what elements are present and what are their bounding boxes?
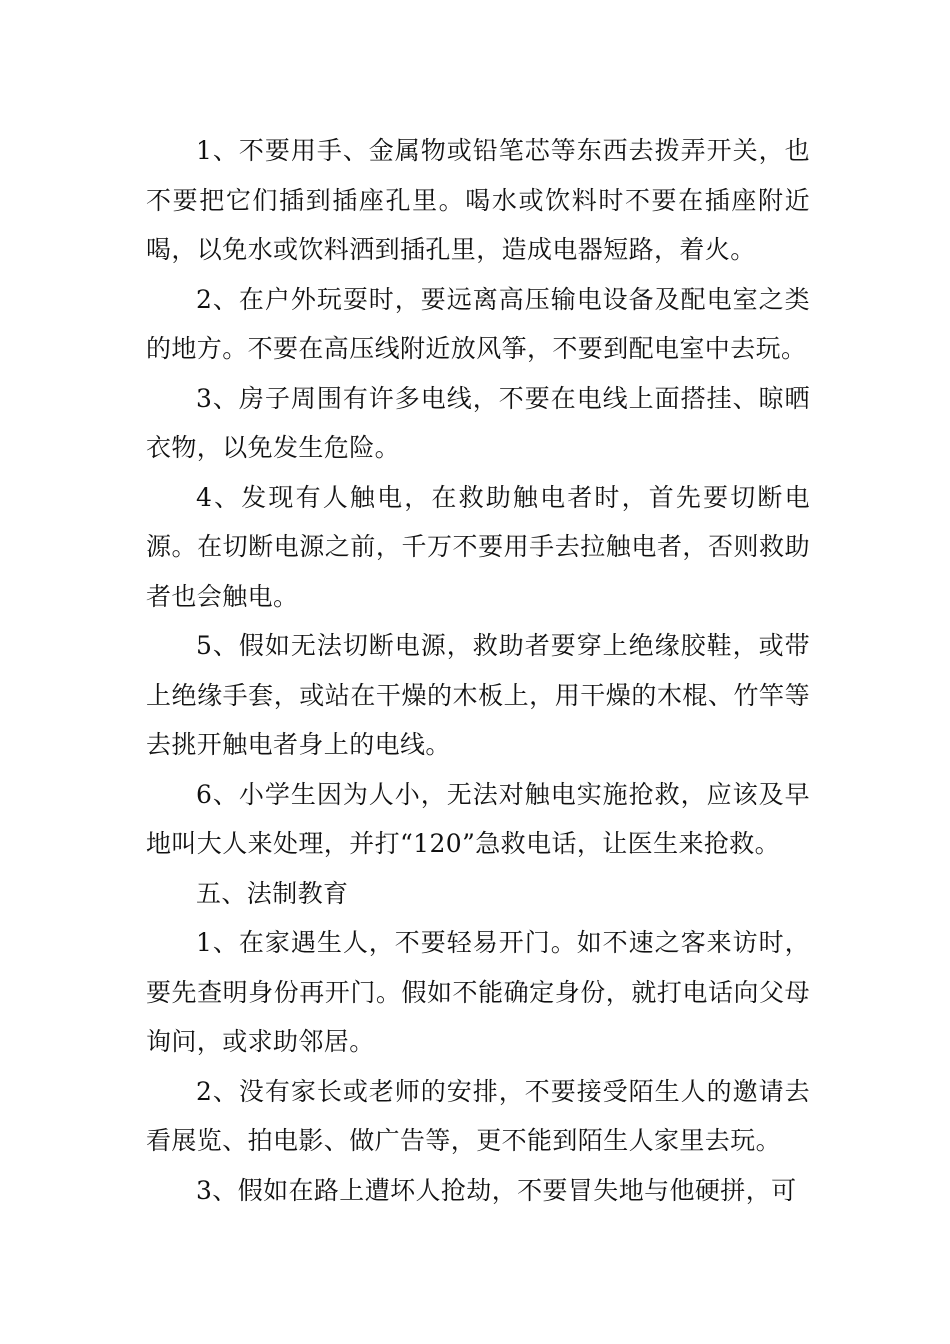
paragraph-electric-safety-5: 5、假如无法切断电源，救助者要穿上绝缘胶鞋，或带上绝缘手套，或站在干燥的木板上，用干燥的木棍、竹竿等去挑开触电者身上的电线。	[146, 631, 810, 759]
paragraph-electric-safety-4: 4、发现有人触电，在救助触电者时，首先要切断电源。在切断电源之前，千万不要用手去拉触电者，否则救助者也会触电。	[146, 482, 810, 611]
paragraph-legal-1: 1、在家遇生人，不要轻易开门。如不速之客来访时，要先查明身份再开门。假如不能确定身份，就打电话向父母询问，或求助邻居。	[146, 928, 810, 1056]
paragraph-legal-3: 3、假如在路上遭坏人抢劫，不要冒失地与他硬拼，可	[196, 1175, 797, 1205]
section-heading-legal-education: 五、法制教育	[196, 878, 349, 908]
paragraph-electric-safety-6: 6、小学生因为人小，无法对触电实施抢救，应该及早地叫大人来处理，并打“120”急救电话，让医生来抢救。	[146, 779, 810, 858]
paragraph-electric-safety-1: 1、不要用手、金属物或铅笔芯等东西去拨弄开关，也不要把它们插到插座孔里。喝水或饮料时不要在插座附近喝，以免水或饮料洒到插孔里，造成电器短路，着火。	[146, 136, 810, 264]
paragraph-electric-safety-3: 3、房子周围有许多电线，不要在电线上面搭挂、晾晒衣物，以免发生危险。	[146, 383, 810, 462]
document-body	[146, 126, 810, 1215]
paragraph-legal-2: 2、没有家长或老师的安排，不要接受陌生人的邀请去看展览、拍电影、做广告等，更不能到陌生人家里去玩。	[146, 1076, 810, 1155]
paragraph-electric-safety-2: 2、在户外玩耍时，要远离高压输电设备及配电室之类的地方。不要在高压线附近放风筝，不要到配电室中去玩。	[146, 284, 810, 363]
